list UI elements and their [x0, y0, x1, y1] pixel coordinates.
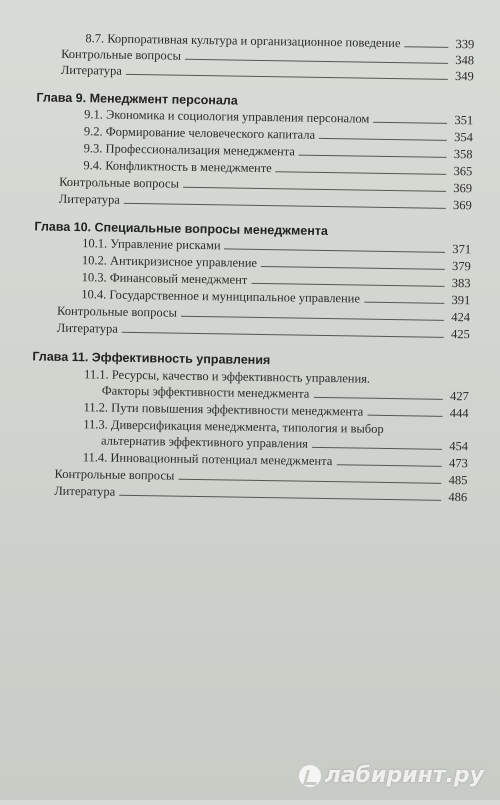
toc-entry-title: 11.4. Инновационный потенциал менеджмента	[82, 450, 333, 469]
toc-entry-page: 369	[452, 198, 472, 213]
leader-dots	[124, 202, 446, 209]
toc-entry-title: 10.4. Государственное и муниципальное управление	[81, 287, 361, 306]
toc-entry-title: Контрольные вопросы	[61, 46, 182, 63]
toc-entry-title: Литература	[56, 320, 118, 336]
toc-entry-page: 369	[453, 181, 473, 196]
leader-dots	[126, 73, 448, 80]
leader-dots	[367, 414, 442, 417]
toc-entry-page: 454	[449, 438, 469, 454]
toc-entry-title: 10.3. Финансовый менеджмент	[81, 270, 248, 287]
leader-dots	[122, 331, 444, 338]
toc-entry-page: 371	[452, 241, 472, 257]
toc-entry-title: 9.2. Формирование человеческого капитала	[83, 124, 316, 142]
leader-dots	[373, 121, 447, 124]
leader-dots	[181, 315, 444, 321]
toc-entry-page: 424	[451, 309, 471, 325]
toc-entry-page: 379	[451, 258, 471, 274]
toc-entry-page: 391	[451, 292, 471, 308]
toc-entry-page: 365	[453, 164, 473, 179]
leader-dots	[251, 282, 444, 287]
leader-dots	[313, 396, 443, 400]
toc-entry-title: Факторы эффективности менеджмента	[101, 383, 310, 401]
toc-entry-page: 425	[450, 326, 470, 342]
toc-entry-title: Контрольные вопросы	[54, 466, 175, 483]
toc-entry-title: 8.7. Корпоративная культура и организационное поведение	[85, 31, 401, 51]
chapter-10-heading: Глава 10. Специальные вопросы менеджмента	[34, 219, 329, 239]
toc-entry-page: 486	[448, 489, 468, 505]
leader-dots	[178, 478, 441, 484]
labirint-watermark	[299, 763, 484, 788]
toc-entry-title: 10.2. Антикризисное управление	[81, 253, 258, 270]
leader-dots	[185, 58, 448, 64]
toc-entry-page: 358	[453, 147, 473, 162]
leader-dots	[261, 265, 445, 270]
chapter-9-heading: Глава 9. Менеджмент персонала	[36, 90, 238, 108]
toc-entry-title: Литература	[58, 191, 120, 207]
toc-entry-title: Контрольные вопросы	[59, 174, 180, 191]
toc-entry-title: Контрольные вопросы	[56, 303, 178, 320]
leader-dots	[183, 186, 446, 192]
leader-dots	[404, 45, 448, 48]
toc-entry-title: 9.3. Профессионализация менеджмента	[83, 141, 295, 159]
toc-entry-page: 444	[449, 405, 469, 421]
chapter-11-heading: Глава 11. Эффективность управления	[32, 349, 271, 368]
toc-entry-title: 10.1. Управление рисками	[82, 236, 221, 253]
leader-dots	[119, 494, 441, 501]
watermark-text: лабиринт.ру	[324, 763, 484, 788]
toc-entry-title: 11.2. Пути повышения эффективности менеджмента	[83, 400, 364, 419]
leader-dots	[364, 301, 444, 304]
labirint-logo-icon	[299, 765, 321, 787]
toc-entry-title: 9.1. Экономика и социология управления персоналом	[84, 107, 370, 126]
toc-entry-title: 9.4. Конфликтность в менеджменте	[83, 158, 272, 176]
toc-entry-11-1-line1: 11.1. Ресурсы, качество и эффективность управления.	[83, 367, 371, 386]
toc-entry-title: альтернатив эффективного управления	[100, 433, 309, 451]
toc-entry-page: 339	[455, 37, 475, 52]
toc-entry-title: Литература	[60, 62, 122, 78]
leader-dots	[336, 463, 441, 467]
toc-entry-title: Литература	[54, 483, 116, 499]
leader-dots	[299, 154, 447, 158]
toc-entry-page: 383	[451, 275, 471, 291]
toc-entry-page: 349	[454, 69, 474, 84]
toc-entry-page: 348	[455, 53, 475, 68]
toc-entry-page: 427	[449, 388, 469, 404]
toc-entry-11-3-line1: 11.3. Диверсификация менеджмента, типология и выбор	[83, 417, 384, 436]
toc-entry-page: 485	[448, 472, 468, 488]
toc-entry-page: 354	[454, 130, 473, 145]
leader-dots	[319, 137, 447, 141]
toc-entry-page: 473	[448, 455, 468, 471]
leader-dots	[276, 170, 447, 175]
leader-dots	[225, 247, 446, 252]
leader-dots	[312, 446, 442, 450]
toc-entry-page: 351	[454, 113, 474, 128]
